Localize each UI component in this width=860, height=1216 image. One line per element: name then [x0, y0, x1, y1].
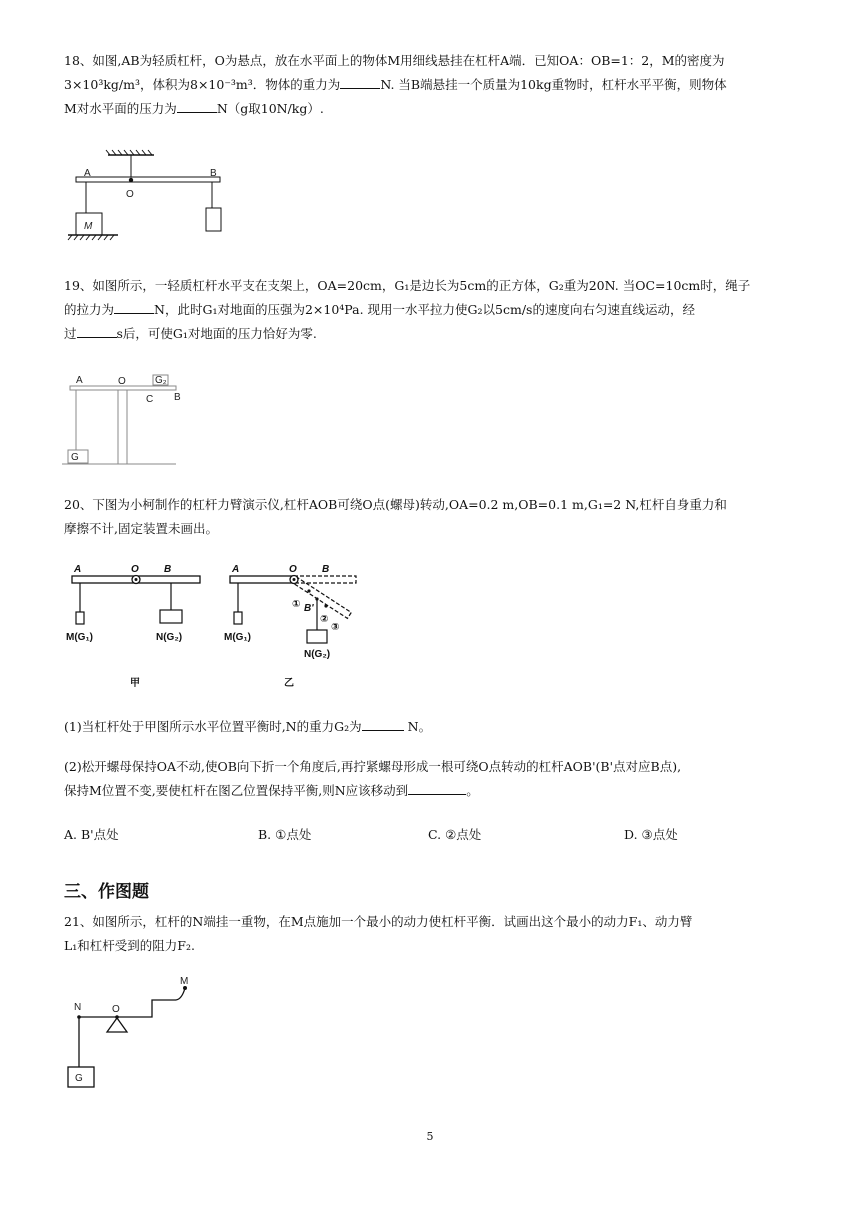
- option-d[interactable]: D. ③点处: [624, 827, 678, 842]
- label-A: A: [76, 375, 83, 386]
- answer-blank[interactable]: [362, 716, 404, 731]
- label-G1: G: [71, 452, 79, 463]
- label-B: B: [174, 392, 181, 403]
- q21-line2: L₁和杠杆受到的阻力F₂.: [64, 938, 195, 953]
- q18-text: [64, 49, 799, 121]
- label-B: B: [210, 168, 217, 179]
- label-C: C: [146, 394, 154, 405]
- label-M: M: [180, 976, 189, 987]
- label-M: M(G₁): [224, 632, 251, 643]
- q19-line2: 的拉力为 N，此时G₁对地面的压强为2×10⁴Pa. 现用一水平拉力使G₂以5cm/s的速度向右匀速直线运动，经: [64, 298, 799, 322]
- q20-text: [64, 493, 799, 541]
- label-O: O: [289, 564, 297, 575]
- label-A: A: [84, 168, 91, 179]
- q18-line2: 3×10³kg/m³，体积为8×10⁻³m³．物体的重力为 N. 当B端悬挂一个质量为10kg重物时，杠杆水平平衡，则物体: [64, 73, 799, 97]
- label-circle1: ①: [292, 599, 301, 610]
- section-title: 三、作图题: [64, 882, 149, 902]
- option-c[interactable]: C. ②点处: [428, 827, 482, 842]
- q18-line1: 18、如图,AB为轻质杠杆，O为悬点，放在水平面上的物体M用细线悬挂在杠杆A端．已知OA：OB=1：2，M的密度为: [64, 53, 725, 68]
- label-G: G: [75, 1073, 83, 1084]
- q20-sub1: (1)当杠杆处于甲图所示水平位置平衡时,N的重力G₂为 N。: [64, 715, 799, 739]
- label-O: O: [112, 1004, 120, 1015]
- label-M: M: [84, 221, 93, 232]
- page-number: 5: [426, 1130, 434, 1143]
- caption-jia: 甲: [130, 678, 140, 689]
- q19-figure: [60, 370, 200, 470]
- q18-figure: [60, 145, 240, 245]
- answer-blank[interactable]: [408, 780, 466, 795]
- label-M: M(G₁): [66, 632, 93, 643]
- caption-yi: 乙: [284, 678, 294, 689]
- q20-line1: 20、下图为小柯制作的杠杆力臂演示仪,杠杆AOB可绕O点(螺母)转动,OA=0.2 m,OB=0.1 m,G₁=2 N,杠杆自身重力和: [64, 497, 727, 512]
- label-A: A: [232, 564, 240, 575]
- label-N: N: [74, 1002, 82, 1013]
- label-O: O: [131, 564, 139, 575]
- q20-sub2: (2)松开螺母保持OA不动,使OB向下折一个角度后,再拧紧螺母形成一根可绕O点转动的杠杆AOB'(B'点对应B点), 保持M位置不变,要使杠杆在图乙位置保持平衡,则N应该移动到 。: [64, 759, 682, 798]
- label-N: N(G₂): [304, 649, 331, 660]
- q20-line2: 摩擦不计,固定装置未画出。: [64, 521, 218, 536]
- q19-text: [64, 274, 799, 346]
- option-a[interactable]: A. B'点处: [64, 827, 119, 842]
- q18-line3: M对水平面的压力为 N（g取10N/kg）.: [64, 97, 799, 121]
- label-O: O: [126, 189, 134, 200]
- label-circle2: ②: [320, 614, 329, 625]
- q19-line3: 过 s后，可使G₁对地面的压力恰好为零.: [64, 322, 799, 346]
- label-B: B: [164, 564, 172, 575]
- q19-line1: 19、如图所示，一轻质杠杆水平支在支架上，OA=20cm，G₁是边长为5cm的正方体，G₂重为20N. 当OC=10cm时，绳子: [64, 278, 751, 293]
- label-O: O: [118, 376, 126, 387]
- q20-figure: [64, 562, 364, 692]
- answer-blank[interactable]: [340, 74, 380, 89]
- label-Bprime: B': [304, 603, 314, 614]
- answer-blank[interactable]: [177, 98, 217, 113]
- label-A: A: [74, 564, 82, 575]
- label-G2: G₂: [155, 375, 167, 386]
- q21-figure: [64, 972, 194, 1092]
- q21-line1: 21、如图所示，杠杆的N端挂一重物，在M点施加一个最小的动力使杠杆平衡．试画出这个最小的动力F₁、动力臂: [64, 914, 693, 929]
- answer-blank[interactable]: [114, 299, 154, 314]
- label-B: B: [322, 564, 330, 575]
- option-b[interactable]: B. ①点处: [258, 827, 312, 842]
- answer-blank[interactable]: [77, 323, 117, 338]
- label-N: N(G₂): [156, 632, 183, 643]
- label-circle3: ③: [331, 622, 340, 633]
- q21-text: [64, 910, 799, 958]
